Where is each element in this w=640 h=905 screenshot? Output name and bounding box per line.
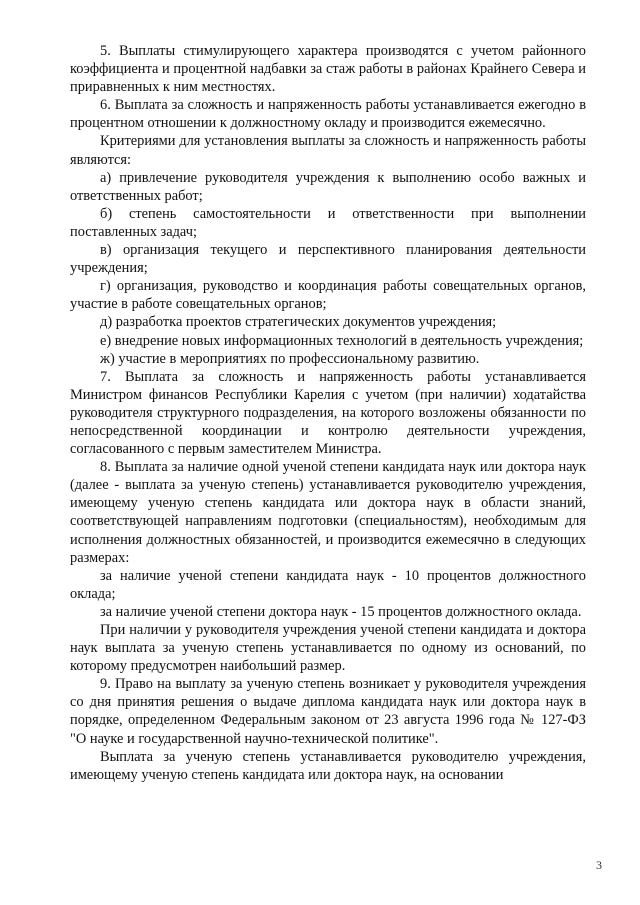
paragraph: При наличии у руководителя учреждения ученой степени кандидата и доктора наук выплата за ученую степень устанавливается по одному из оснований, по которому предусмотрен наибольший размер.	[70, 622, 586, 675]
paragraph: 6. Выплата за сложность и напряженность работы устанавливается ежегодно в процентном отношении к должностному окладу и производится ежемесячно.	[70, 97, 586, 132]
paragraph: 9. Право на выплату за ученую степень возникает у руководителя учреждения со дня принятия решения о выдаче диплома кандидата наук или доктора наук в порядке, определенном Федеральным законом от 23 августа 1996 года № 127-ФЗ "О науке и государственной научно-технической политике".	[70, 676, 586, 747]
list-item: в) организация текущего и перспективного планирования деятельности учреждения;	[70, 242, 586, 277]
list-item: за наличие ученой степени кандидата наук - 10 процентов должностного оклада;	[70, 567, 586, 602]
paragraph: 8. Выплата за наличие одной ученой степени кандидата наук или доктора наук (далее - выплата за ученую степень) устанавливается руководителю учреждения, имеющему ученую степень кандидата или доктора наук в области знаний, соответствующей направлениям подготовки (специальностям), необходимым для исполнения должностных обязанностей, и производится ежемесячно в следующих размерах:	[70, 459, 586, 566]
paragraph: Выплата за ученую степень устанавливается руководителю учреждения, имеющему ученую степень кандидата или доктора наук, на основании	[70, 748, 586, 783]
document-body	[70, 42, 586, 784]
list-item: ж) участие в мероприятиях по профессиональному развитию.	[100, 350, 480, 367]
paragraph: 7. Выплата за сложность и напряженность работы устанавливается Министром финансов Республики Карелия с учетом (при наличии) ходатайства руководителя структурного подразделения, на которого возложены обязанности по непосредственной координации и контролю деятельности учреждения, согласованного с первым заместителем Министра.	[70, 368, 586, 458]
list-item: за наличие ученой степени доктора наук - 15 процентов должностного оклада.	[100, 603, 582, 620]
list-item: б) степень самостоятельности и ответственности при выполнении поставленных задач;	[70, 205, 586, 240]
page-number: 3	[596, 858, 602, 872]
list-item: г) организация, руководство и координация работы совещательных органов, участие в работе совещательных органов;	[70, 278, 586, 313]
list-item: е) внедрение новых информационных технологий в деятельность учреждения;	[100, 332, 584, 349]
list-item: а) привлечение руководителя учреждения к выполнению особо важных и ответственных работ;	[70, 169, 586, 204]
paragraph: Критериями для установления выплаты за сложность и напряженность работы являются:	[70, 133, 586, 168]
list-item: д) разработка проектов стратегических документов учреждения;	[100, 314, 497, 331]
paragraph: 5. Выплаты стимулирующего характера производятся с учетом районного коэффициента и процентной надбавки за стаж работы в районах Крайнего Севера и приравненных к ним местностях.	[70, 43, 586, 96]
